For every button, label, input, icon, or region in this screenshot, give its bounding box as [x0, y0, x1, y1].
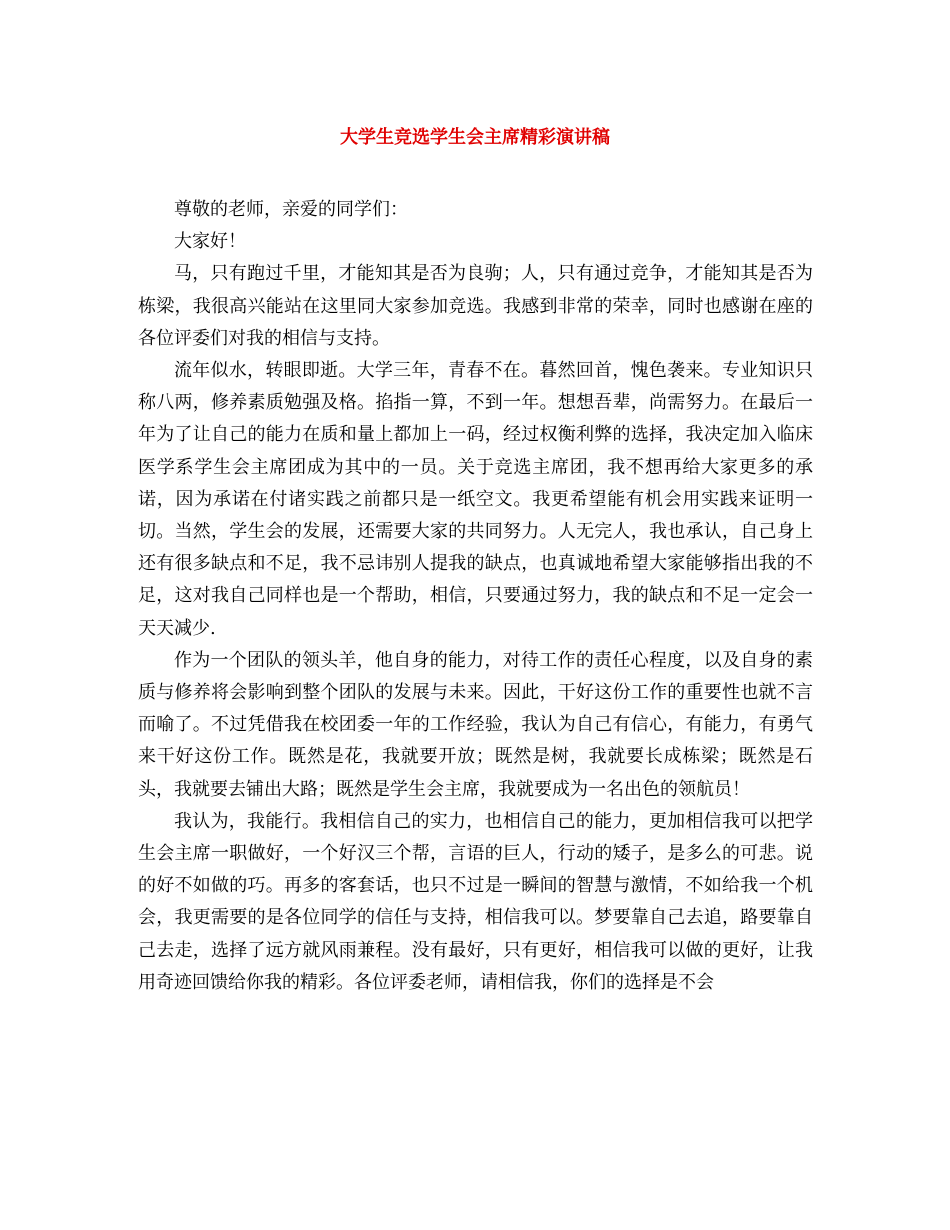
paragraph-intro: 马，只有跑过千里，才能知其是否为良驹；人，只有通过竞争，才能知其是否为栋梁，我很高兴能站在这里同大家参加竞选。我感到非常的荣幸，同时也感谢在座的各位评委们对我的相信与支持。 — [138, 263, 813, 349]
paragraph-reflection: 流年似水，转眼即逝。大学三年，青春不在。暮然回首，愧色袭来。专业知识只称八两，修养素质勉强及格。掐指一算，不到一年。想想吾辈，尚需努力。在最后一年为了让自己的能力在质和量上都加上一码，经过权衡利弊的选择，我决定加入临床医学系学生会主席团成为其中的一员。关于竞选主席团，我不想再给大家更多的承诺，因为承诺在付诸实践之前都只是一纸空文。我更希望能有机会用实践来证明一切。当然，学生会的发展，还需要大家的共同努力。人无完人，我也承认，自己身上还有很多缺点和不足，我不忌讳别人提我的缺点，也真诚地希望大家能够指出我的不足，这对我自己同样也是一个帮助，相信，只要通过努力，我的缺点和不足一定会一天天减少. — [138, 360, 813, 639]
paragraph-leadership: 作为一个团队的领头羊，他自身的能力，对待工作的责任心程度，以及自身的素质与修养将会影响到整个团队的发展与未来。因此，干好这份工作的重要性也就不言而喻了。不过凭借我在校团委一年的工作经验，我认为自己有信心，有能力，有勇气来干好这份工作。既然是花，我就要开放；既然是树，我就要长成栋梁；既然是石头，我就要去铺出大路；既然是学生会主席，我就要成为一名出色的领航员！ — [138, 649, 813, 800]
paragraph-salutation: 尊敬的老师，亲爱的同学们： — [174, 199, 408, 220]
paragraph-confidence: 我认为，我能行。我相信自己的实力，也相信自己的能力，更加相信我可以把学生会主席一职做好，一个好汉三个帮，言语的巨人，行动的矮子，是多么的可悲。说的好不如做的巧。再多的客套话，也只不过是一瞬间的智慧与激情，不如给我一个机会，我更需要的是各位同学的信任与支持，相信我可以。梦要靠自己去追，路要靠自己去走，选择了远方就风雨兼程。没有最好，只有更好，相信我可以做的更好，让我用奇迹回馈给你我的精彩。各位评委老师，请相信我，你们的选择是不会 — [138, 810, 813, 993]
document-body — [138, 194, 813, 999]
paragraph-greeting: 大家好！ — [174, 231, 246, 253]
document-title: 大学生竞选学生会主席精彩演讲稿 — [340, 127, 610, 148]
